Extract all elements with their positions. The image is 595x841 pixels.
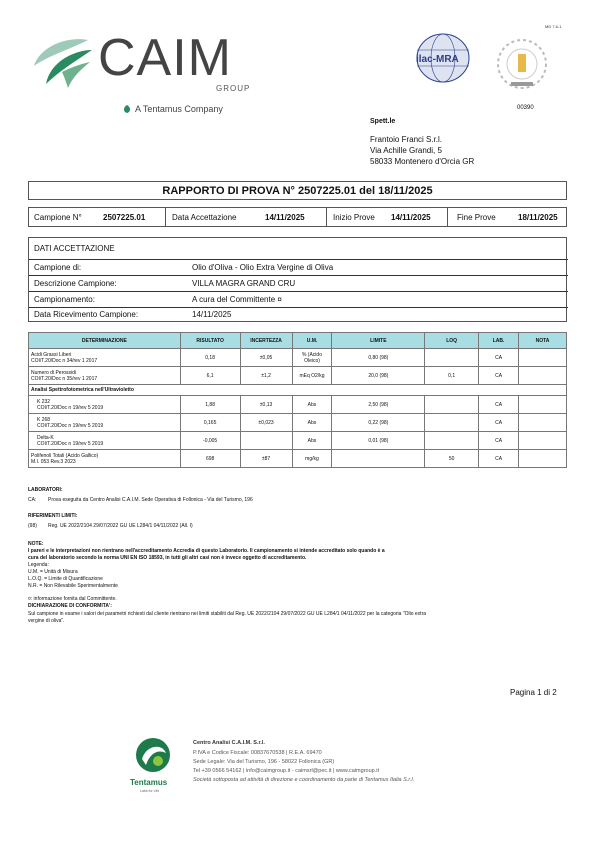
fine-value: 18/11/2025 [518, 212, 558, 222]
accettazione-label: Data Accettazione [172, 212, 237, 222]
page-number: Pagina 1 di 2 [510, 688, 557, 697]
tentamus-company-line: A Tentamus Company [122, 104, 223, 114]
sample-info-bar [28, 207, 567, 227]
limite-cell: 0,80 (98) [332, 349, 425, 367]
loq-cell: 0,1 [425, 367, 479, 385]
det-name: Delta-K [37, 434, 54, 441]
col-header-incertezza: INCERTEZZA [240, 333, 292, 349]
note-heading: NOTE: [28, 541, 44, 547]
riferimenti-text: Reg. UE 2022/2104 29/07/2022 GU UE L284/1 04/11/2022 (All. I) [48, 523, 193, 529]
table-row [29, 367, 567, 385]
accredia-circle-icon [493, 36, 551, 96]
inizio-label: Inizio Prove [333, 212, 375, 222]
incertezza-cell [240, 432, 292, 450]
riferimenti-code: (98) [28, 523, 37, 529]
conformita-line-2: vergine di oliva". [28, 618, 65, 624]
lab-cell: CA [479, 432, 519, 450]
um-cell: mEq O2/kg [292, 367, 332, 385]
footer-line-4: Società sottoposta ad attività di direzione e coordinamento da parte di Tentamus Italia S.r.l. [193, 777, 415, 783]
col-header-risultato: RISULTATO [180, 333, 240, 349]
legenda-nr: N.R. = Non Rilevabile Sperimentalmente [28, 583, 118, 589]
laboratori-code: CA: [28, 497, 37, 503]
footer-line-3: Tel +39 0566 54162 | info@caimgroup.it - caimsrl@pec.it | www.caimgroup.it [193, 768, 379, 774]
det-name: K 268 [37, 416, 51, 423]
nota-cell [519, 367, 567, 385]
recipient-label: Spett.le [370, 118, 396, 125]
lab-cell: CA [479, 450, 519, 468]
risultato-cell: 0,18 [180, 349, 240, 367]
note-section [28, 541, 573, 625]
riferimenti-heading: RIFERIMENTI LIMITI: [28, 513, 78, 519]
um-cell: Abs [292, 432, 332, 450]
det-name: Numero di Perossidi [31, 369, 77, 376]
incertezza-cell: ±87 [240, 450, 292, 468]
det-method: COI/T.20/Doc n 34/rev 1 2017 [31, 357, 98, 364]
document-code: MD 7.6-1 [545, 24, 562, 29]
caim-swirl-icon [28, 32, 98, 92]
risultato-cell: 6,1 [180, 367, 240, 385]
um-cell: mg/kg [292, 450, 332, 468]
incertezza-cell: ±0,05 [240, 349, 292, 367]
legenda-loq: L.O.Q. = Limite di Quantificazione [28, 576, 103, 582]
nota-cell [519, 432, 567, 450]
campione-value: 2507225.01 [103, 212, 146, 222]
caim-logo-text: CAIM [98, 29, 232, 87]
lab-cell: CA [479, 414, 519, 432]
caim-logo-group: GROUP [216, 84, 251, 93]
limite-cell: 0,01 (98) [332, 432, 425, 450]
table-row [29, 349, 567, 367]
campionamento-label: Campionamento: [34, 295, 95, 304]
footer-company-info [193, 740, 493, 785]
ricevimento-label: Data Ricevimento Campione: [34, 310, 139, 319]
lab-number: 00390 [517, 105, 534, 111]
incertezza-cell: ±1,2 [240, 367, 292, 385]
descrizione-value: VILLA MAGRA GRAND CRU [192, 279, 296, 288]
recipient-address [370, 134, 474, 167]
table-row [29, 450, 567, 468]
tentamus-logo-icon [128, 735, 178, 779]
um-cell: Abs [292, 396, 332, 414]
laboratori-text: Prova eseguita da Centro Analisi C.A.I.M. Sede Operativa di Follonica - Via del Turismo, 196 [48, 497, 253, 503]
col-header-determinazione: DETERMINAZIONE [29, 333, 181, 349]
col-header-loq: LOQ [425, 333, 479, 349]
det-name: Acidi Grassi Liberi [31, 351, 72, 358]
caim-logo [28, 28, 251, 98]
ilac-label: ilac-MRA [416, 54, 459, 65]
ilac-mra-logo [412, 32, 474, 84]
campione-label: Campione N° [34, 212, 82, 222]
nota-cell [519, 450, 567, 468]
loq-cell [425, 414, 479, 432]
risultato-cell: 1,88 [180, 396, 240, 414]
ricevimento-value: 14/11/2025 [192, 310, 232, 319]
fine-label: Fine Prove [457, 212, 496, 222]
accettazione-heading: DATI ACCETTAZIONE [34, 244, 115, 253]
risultato-cell: -0,005 [180, 432, 240, 450]
risultato-cell: 0,165 [180, 414, 240, 432]
riferimenti-section [28, 513, 568, 530]
tentamus-leaf-icon [122, 104, 132, 114]
table-row [29, 396, 567, 414]
accredia-logo [493, 36, 551, 96]
limite-cell: 2,50 (98) [332, 396, 425, 414]
tentamus-name: Tentamus [130, 778, 168, 787]
col-header-um: U.M. [292, 333, 332, 349]
accettazione-value: 14/11/2025 [265, 212, 305, 222]
det-method: COI/T.20/Doc n 35/rev 1 2017 [31, 375, 98, 382]
tentamus-tagline: Labs for Life [140, 789, 160, 793]
section-label: Analisi Spettrofotometrica nell'Ultravioletto [29, 385, 567, 396]
limite-cell: 20,0 (98) [332, 367, 425, 385]
laboratori-section [28, 487, 568, 504]
conformita-heading: DICHIARAZIONE DI CONFORMITA': [28, 603, 112, 609]
campione-di-value: Olio d'Oliva - Olio Extra Vergine di Oliva [192, 263, 334, 272]
loq-cell [425, 396, 479, 414]
loq-cell [425, 349, 479, 367]
footer-line-2: Sede Legale: Via del Turismo, 196 - 58022 Follonica (GR) [193, 759, 335, 765]
det-name: K 232 [37, 398, 51, 405]
laboratori-heading: LABORATORI: [28, 487, 63, 493]
risultato-cell: 698 [180, 450, 240, 468]
lab-cell: CA [479, 396, 519, 414]
um-cell: Abs [292, 414, 332, 432]
det-method: COI/T.20/Doc n 19/rev 5 2019 [37, 404, 104, 411]
recipient-line-2: Via Achille Grandi, 5 [370, 146, 442, 155]
results-table [28, 332, 567, 468]
descrizione-label: Descrizione Campione: [34, 279, 117, 288]
nota-cell [519, 349, 567, 367]
legenda-um: U.M. = Unità di Misura [28, 569, 78, 575]
dati-accettazione-box [28, 237, 567, 322]
det-method: M.I. 053 Rev.3 2023 [31, 458, 76, 465]
note-accreditation-2: cura del laboratorio secondo la norma UNI EN ISO 18593, in tutti gli altri casi non è invece oggetto di accreditamento. [28, 555, 307, 561]
nota-cell [519, 396, 567, 414]
table-row [29, 432, 567, 450]
footer-company-title: Centro Analisi C.A.I.M. S.r.l. [193, 740, 265, 746]
limite-cell [332, 450, 425, 468]
campionamento-value: A cura del Committente ¤ [192, 295, 282, 304]
incertezza-cell: ±0,023 [240, 414, 292, 432]
nota-cell [519, 414, 567, 432]
table-section-row [29, 385, 567, 396]
inizio-value: 14/11/2025 [391, 212, 431, 222]
committente-info: ¤: informazione fornita dal Committente. [28, 596, 117, 602]
recipient-line-3: 58033 Montenero d'Orcia GR [370, 157, 475, 166]
footer-line-1: P.IVA e Codice Fiscale: 00837670538 | R.E.A. 69470 [193, 750, 322, 756]
loq-cell: 50 [425, 450, 479, 468]
recipient-line-1: Frantoio Franci S.r.l. [370, 135, 443, 144]
incertezza-cell: ±0,13 [240, 396, 292, 414]
det-method: COI/T.20/Doc n 19/rev 5 2019 [37, 440, 104, 447]
table-row [29, 414, 567, 432]
note-accreditation-1: I pareri e le interpretazioni non rientrano nell'accreditamento Accredia di questo Laboratorio. Il campionamento si intende accreditato solo quando è a [28, 548, 385, 554]
report-title: RAPPORTO DI PROVA N° 2507225.01 del 18/11/2025 [28, 181, 567, 200]
um-cell: % (Acido Oleico) [292, 349, 332, 367]
col-header-nota: NOTA [519, 333, 567, 349]
campione-di-label: Campione di: [34, 263, 82, 272]
tentamus-footer-logo [128, 735, 178, 795]
det-method: COI/T.20/Doc n 19/rev 5 2019 [37, 422, 104, 429]
col-header-limite: LIMITE [332, 333, 425, 349]
limite-cell: 0,22 (98) [332, 414, 425, 432]
legenda-label: Legenda: [28, 562, 49, 568]
lab-cell: CA [479, 367, 519, 385]
loq-cell [425, 432, 479, 450]
conformita-line-1: Sul campione in esame i valori dei parametri richiesti dal cliente rientrano nei limiti stabiliti dal Reg. UE 2022/2104 29/07/2022 GU UE L284/1 04/11/2022 per la categoria "Olio extra [28, 611, 427, 617]
table-header-row [29, 333, 567, 349]
lab-cell: CA [479, 349, 519, 367]
col-header-lab: LAB. [479, 333, 519, 349]
det-name: Polifenoli Totali (Acido Gallico) [31, 452, 99, 459]
